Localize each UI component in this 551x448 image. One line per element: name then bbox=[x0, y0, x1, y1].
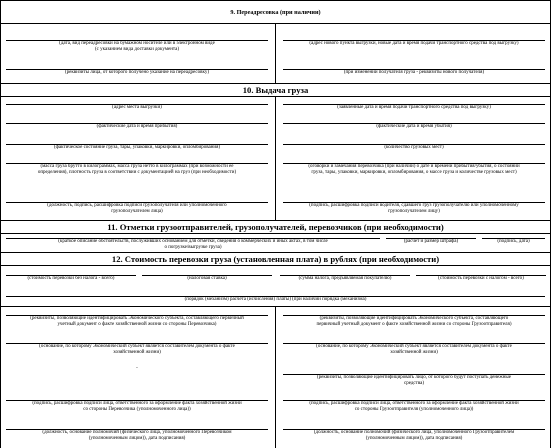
divider bbox=[0, 220, 551, 221]
column-divider bbox=[275, 96, 276, 220]
caption: (подпись, дата) bbox=[497, 239, 530, 244]
caption: (с указанием вида доставки документа) bbox=[94, 47, 180, 52]
caption: (сумма налога, предъявляемая покупателю) bbox=[298, 276, 392, 281]
caption: (реквизиты, позволяющие идентифицировать Экономического субъекта, составляющего первичный bbox=[30, 316, 244, 321]
column-divider bbox=[275, 306, 276, 448]
caption: (адрес места выгрузки) bbox=[112, 105, 162, 110]
section11-title: 11. Отметки грузоотправителей, грузополучателей, перевозчиков (при необходимости) bbox=[107, 222, 444, 232]
caption: (должность, подпись, расшифровка подписи грузополучателя или уполномоченного bbox=[47, 203, 227, 208]
caption: (стоимость перевозки без налога - всего) bbox=[27, 276, 115, 281]
caption: (подпись, расшифровка подписи лица, ответственного за оформление факта хозяйственной жизни bbox=[32, 401, 242, 406]
caption: грузополучателем лица) bbox=[111, 209, 163, 214]
caption: (реквизиты, позволяющие идентифицировать Экономического субъекта, составляющего bbox=[319, 316, 509, 321]
caption: (масса груза брутто в килограммах, масса груза нетто в килограммах (при возможности ее bbox=[40, 164, 234, 169]
caption: груза, тары, упаковки, маркировки, опломбирования, о массе груза и количестве грузовых мест) bbox=[311, 170, 517, 175]
divider bbox=[0, 83, 551, 84]
caption: со стороны Грузоотправителя (уполномоченного лица)) bbox=[354, 407, 474, 412]
caption: хозяйственной жизни) bbox=[390, 350, 438, 355]
frame-top bbox=[0, 0, 551, 1]
divider bbox=[0, 265, 551, 266]
caption: (порядок (механизм) расчета (исчисления) платы) (при наличии порядка (механизма) bbox=[184, 297, 367, 302]
caption: (краткое описание обстоятельств, послуживших основанием для отметки, сведения о коммерческих и иных актах, в том числе bbox=[58, 239, 328, 244]
caption: (оговорки и замечания перевозчика (при наличии) о дате и времени прибытия/убытия, о состоянии bbox=[308, 164, 520, 169]
caption: (фактические дата и время убытия) bbox=[376, 124, 452, 129]
caption: (адрес нового пункта выгрузки, новые дата и время подачи транспортного средства под выгрузку) bbox=[309, 41, 519, 46]
caption: (при изменении получателя груза - реквизиты нового получателя) bbox=[343, 70, 485, 75]
caption: (фактическое состояние груза, тары, упаковки, маркировки, опломбирования) bbox=[53, 145, 221, 150]
caption: (реквизиты лица, от которого получено указание на переадресовку) bbox=[64, 70, 210, 75]
caption: (фактические дата и время прибытия) bbox=[96, 124, 178, 129]
caption: (реквизиты, позволяющие идентифицировать лицо, от которого будут поступать денежные bbox=[317, 375, 511, 380]
divider bbox=[0, 252, 551, 253]
caption: (заявленные дата и время подачи транспортного средства под выгрузку) bbox=[337, 105, 491, 110]
caption: (количество грузовых мест) bbox=[384, 145, 444, 150]
caption: учетный документ о факте хозяйственной жизни со стороны Перевозчика) bbox=[57, 322, 217, 327]
caption: (подпись, расшифровка подписи лица, ответственного за оформление факта хозяйственной жизни bbox=[309, 401, 519, 406]
section12-title: 12. Стоимость перевозки груза (установленная плата) в рублях (при необходимости) bbox=[111, 254, 440, 264]
caption: определения), плотность груза в соответствии с документацией на груз (при необходимости) bbox=[37, 170, 237, 175]
caption: (должность, основание полномочий (физического лица, уполномоченного Грузоотправителем bbox=[313, 430, 515, 435]
caption: со стороны Перевозчика (уполномоченного лица)) bbox=[83, 407, 191, 412]
section10-title: 10. Выдача груза bbox=[242, 85, 309, 95]
empty-value-dash: - bbox=[136, 366, 138, 371]
caption: (расчет и размер штрафа) bbox=[403, 239, 459, 244]
caption: (основание, по которому Экономический субъект является составителем документа о факте bbox=[316, 344, 512, 349]
caption: (должность, основание полномочий (физического лица, уполномоченного Перевозчиком bbox=[42, 430, 232, 435]
caption: первичный учетный документ о факте хозяйственной жизни со стороны Грузоотправителя) bbox=[316, 322, 512, 327]
caption: средства) bbox=[404, 381, 424, 386]
caption: хозяйственной жизни) bbox=[113, 350, 161, 355]
divider bbox=[0, 233, 551, 234]
caption: (дата, вид переадресовки на бумажном носителе или в электронном виде bbox=[59, 41, 215, 46]
caption: грузополучателем лицу) bbox=[388, 209, 440, 214]
caption: (основание, по которому Экономический субъект является составителем документа о факте bbox=[39, 344, 235, 349]
caption: (налоговая ставка) bbox=[187, 276, 227, 281]
caption: о погрузке/выгрузке груза) bbox=[164, 245, 222, 250]
caption: (стоимость перевозки с налогом - всего) bbox=[438, 276, 524, 281]
caption: (уполномоченным лицом)), дата подписания) bbox=[88, 436, 186, 441]
caption: (подпись, расшифровка подписи водителя, сдавшего груз грузополучателю или уполномоченному bbox=[309, 203, 519, 208]
section9-title: 9. Переадресовка (при наличии) bbox=[230, 9, 321, 16]
caption: (уполномоченным лицом)), дата подписания) bbox=[365, 436, 463, 441]
column-divider bbox=[275, 23, 276, 83]
